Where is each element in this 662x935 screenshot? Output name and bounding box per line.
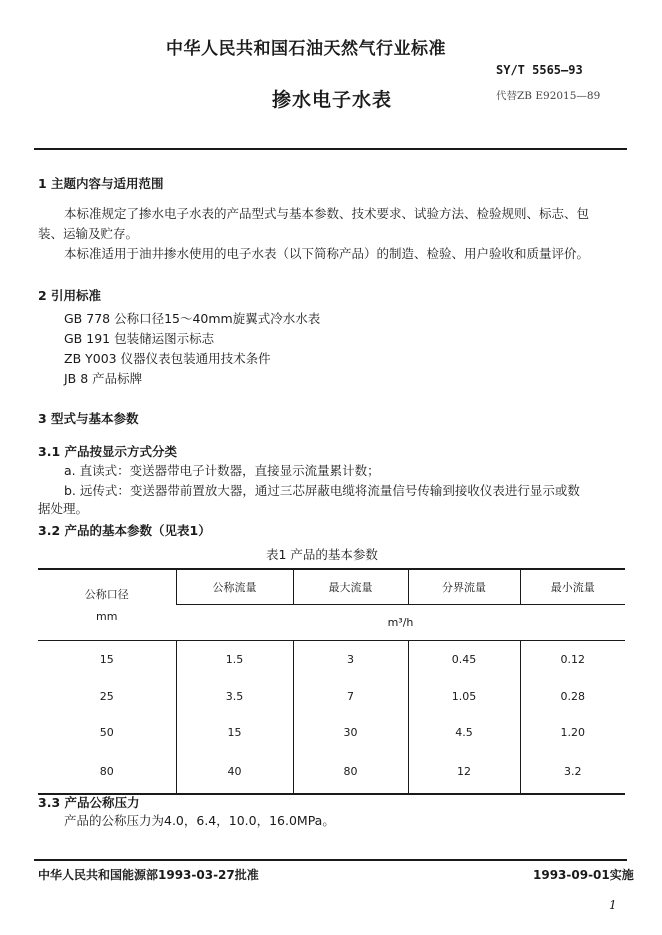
reference-standard: GB 778 公称口径15～40mm旋翼式冷水水表 — [64, 311, 321, 326]
column-header-label: 公称口径 — [84, 588, 129, 602]
table-cell: 4.5 — [408, 714, 520, 750]
section-3-1-item-b-line-2: 据处理。 — [38, 501, 89, 516]
column-header-transition-flow: 分界流量 — [408, 569, 520, 604]
flow-unit: m³/h — [176, 604, 625, 640]
table-row — [38, 750, 625, 794]
effective-date: 1993-09-01实施 — [533, 868, 634, 882]
section-3-2-heading: 3.2 产品的基本参数（见表1） — [38, 523, 211, 538]
table-cell: 12 — [408, 750, 520, 794]
replaces-standard: 代替ZB E92015—89 — [496, 90, 601, 102]
table-cell: 3.5 — [176, 678, 293, 714]
table-cell: 0.45 — [408, 640, 520, 678]
section-1-heading: 1 主题内容与适用范围 — [38, 176, 164, 191]
column-unit-mm: mm — [96, 610, 118, 624]
column-header-nominal-diameter — [38, 569, 176, 640]
section-1-paragraph-1-line-2: 装、运输及贮存。 — [38, 226, 139, 241]
section-3-1-heading: 3.1 产品按显示方式分类 — [38, 444, 177, 459]
table-cell: 7 — [293, 678, 408, 714]
table-row — [38, 714, 625, 750]
section-1-paragraph-2: 本标准适用于油井掺水使用的电子水表（以下简称产品）的制造、检验、用户验收和质量评价。 — [64, 246, 590, 261]
standard-code: SY/T 5565—93 — [496, 63, 583, 77]
column-header-min-flow: 最小流量 — [520, 569, 625, 604]
table-cell: 1.20 — [520, 714, 625, 750]
page-number: 1 — [609, 898, 617, 912]
reference-standard: ZB Y003 仪器仪表包装通用技术条件 — [64, 351, 271, 366]
table-cell: 40 — [176, 750, 293, 794]
section-3-3-heading: 3.3 产品公称压力 — [38, 795, 140, 810]
table-cell: 80 — [293, 750, 408, 794]
table-cell: 3.2 — [520, 750, 625, 794]
section-1-paragraph-1-line-1: 本标准规定了掺水电子水表的产品型式与基本参数、技术要求、试验方法、检验规则、标志、包 — [64, 206, 590, 221]
table-cell: 80 — [38, 750, 176, 794]
section-3-1-item-b-line-1: b. 远传式：变送器带前置放大器，通过三芯屏蔽电缆将流量信号传输到接收仪表进行显示或数 — [64, 483, 580, 498]
issuing-standard-heading: 中华人民共和国石油天然气行业标准 — [166, 39, 446, 59]
table-cell: 30 — [293, 714, 408, 750]
document-title: 掺水电子水表 — [272, 89, 393, 111]
table-row — [38, 640, 625, 678]
table-cell: 15 — [176, 714, 293, 750]
footer-rule — [34, 859, 627, 861]
section-3-3-text: 产品的公称压力为4.0，6.4，10.0，16.0MPa。 — [64, 813, 335, 828]
table-cell: 0.12 — [520, 640, 625, 678]
reference-standard: GB 191 包装储运图示标志 — [64, 331, 215, 346]
table-cell: 1.5 — [176, 640, 293, 678]
section-3-1-item-a: a. 直读式：变送器带电子计数器，直接显示流量累计数； — [64, 463, 380, 478]
table-cell: 25 — [99, 689, 114, 703]
table-cell: 3 — [293, 640, 408, 678]
table-cell: 1.05 — [408, 678, 520, 714]
table-cell: 50 — [99, 725, 114, 739]
table-caption: 表1 产品的基本参数 — [266, 547, 378, 562]
header-rule — [34, 148, 627, 150]
approval-note: 中华人民共和国能源部1993-03-27批准 — [38, 868, 259, 882]
table-row — [38, 678, 625, 714]
table-cell: 0.28 — [520, 678, 625, 714]
table-cell: 15 — [38, 640, 176, 678]
column-header-nominal-flow: 公称流量 — [176, 569, 293, 604]
reference-standard: JB 8 产品标牌 — [64, 371, 143, 386]
section-2-heading: 2 引用标准 — [38, 288, 102, 303]
column-header-max-flow: 最大流量 — [293, 569, 408, 604]
section-3-heading: 3 型式与基本参数 — [38, 411, 139, 426]
basic-parameters-table — [38, 568, 625, 795]
